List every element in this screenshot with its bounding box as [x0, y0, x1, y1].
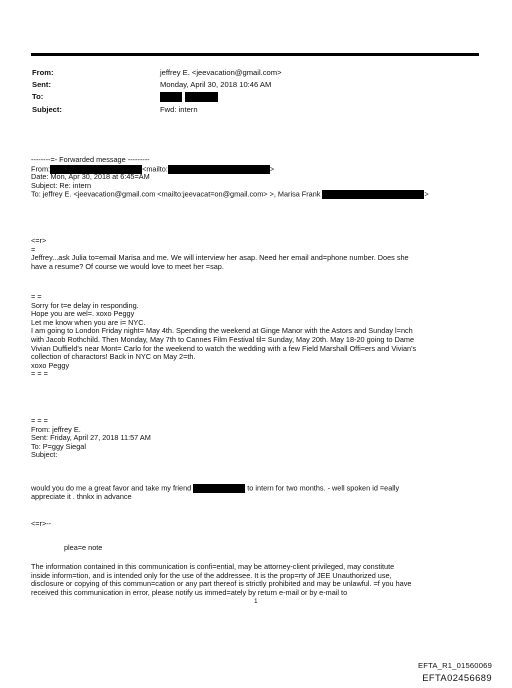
reply-2-signature: xoxo Peggy	[31, 360, 70, 370]
forwarded-to	[31, 190, 483, 199]
quote-marker: =	[31, 244, 36, 254]
original-body-line: appreciate it . thnkx in advance	[31, 491, 132, 501]
forwarded-to-end: >	[424, 189, 429, 199]
page-number: 1	[254, 598, 258, 605]
reply-2-line: collection of charactors! Back in NYC on May 2=th.	[31, 352, 196, 362]
redaction-box	[168, 165, 270, 174]
forwarded-block	[31, 156, 483, 199]
forwarded-to-text: To: jeffrey E. <jeevacation@gmail.com <mailto:jeevacat=on@gmail.com> >, Marisa Frank	[31, 189, 321, 199]
original-body	[31, 484, 483, 501]
disclaimer-line: disclosure or copying of this commun=cation or any part thereof is strictly prohibited and may be unlawful. =f you have	[31, 579, 412, 589]
reply-2-line: Vivian Duffield's near Mont= Carlo for the weekend to watch the wedding with a few Field Marshall Offi=ers and Vivian's	[31, 343, 417, 353]
original-from: From: jeffrey E.	[31, 424, 81, 434]
quote-marker: = = =	[31, 416, 48, 425]
header-rule	[31, 53, 479, 56]
quote-marker: <=r>	[31, 236, 47, 245]
email-header	[32, 67, 282, 116]
header-from-row	[32, 67, 282, 79]
redaction-box	[160, 92, 182, 102]
header-to-row	[32, 91, 282, 103]
header-from-value: jeffrey E. <jeevacation@gmail.com>	[160, 68, 282, 77]
quote-marker: = = =	[31, 369, 48, 379]
reply-1	[31, 237, 483, 271]
forwarded-title: --------=- Forwarded message ---------	[31, 155, 150, 164]
original-to: To: P=ggy Siegal	[31, 441, 86, 451]
header-subject-label: Subject:	[32, 104, 62, 114]
redaction-box	[193, 484, 245, 493]
header-to-label: To:	[32, 92, 44, 102]
reply-1-line: have a resume? Of course we would love to meet her =sap.	[31, 261, 224, 271]
bates-number-r1: EFTA_R1_01560069	[418, 661, 492, 670]
header-sent-label: Sent:	[32, 80, 51, 90]
forwarded-date: Date: Mon, Apr 30, 2018 at 6:45=AM	[31, 172, 150, 182]
forwarded-from-prefix: From:	[31, 164, 51, 174]
original-message	[31, 417, 483, 460]
bates-number: EFTA02456689	[422, 672, 492, 683]
forwarded-from-end: >	[269, 164, 275, 174]
reply-2-line: I am going to London Friday night= May 4th. Spending the weekend at Ginge Manor with the Astors and Sunday l=nch	[31, 326, 413, 336]
forwarded-from-mailto: <mailto:	[142, 164, 168, 174]
header-sent-value: Monday, April 30, 2018 10:46 AM	[160, 80, 272, 90]
disclaimer-line: The information contained in this communication is confi=ential, may be attorney-client privileged, may constitute	[31, 562, 395, 571]
reply-2-line: Let me know when you are i= NYC.	[31, 317, 146, 327]
header-to-value	[160, 91, 218, 103]
header-sent-row	[32, 79, 282, 91]
header-subject-row	[32, 104, 282, 116]
redaction-box	[185, 92, 218, 102]
original-body-text: to intern for two months. - well spoken id =eally	[247, 483, 400, 493]
reply-2-line: Hope you are wel=. xoxo Peggy	[31, 309, 135, 319]
quote-marker: = =	[31, 292, 42, 301]
reply-2	[31, 293, 483, 379]
reply-1-line: Jeffrey...ask Julia to=email Marisa and me. We will interview her asap. Need her email and=phone number. Does she	[31, 253, 409, 263]
reply-2-line: Sorry for t=e delay in responding.	[31, 300, 139, 310]
disclaimer-line: received this communication in error, please notify us immed=ately by return e-mail or by e-mail to	[31, 587, 348, 597]
signature-marker: <=r>--	[31, 519, 52, 528]
header-subject-value: Fwd: intern	[160, 104, 198, 114]
please-note: plea=e note	[64, 543, 103, 552]
original-subject: Subject:	[31, 450, 58, 460]
header-from-label: From:	[32, 68, 54, 77]
forwarded-subject: Subject: Re: intern	[31, 180, 92, 190]
original-sent: Sent: Friday, April 27, 2018 11:57 AM	[31, 433, 151, 443]
disclaimer-line: inside inform=tion, and is intended only for the use of the addressee. It is the prop=rty of JEE Unauthorized use,	[31, 570, 392, 580]
redaction-box	[322, 190, 424, 199]
reply-2-line: with Jacob Rothchild. Then Monday, May 7th to Cannes Film Festival til= Sunday, May 20th. May 18-20 going to Dame	[31, 334, 415, 344]
disclaimer	[31, 563, 483, 597]
original-body-text: would you do me a great favor and take my friend	[31, 483, 192, 493]
